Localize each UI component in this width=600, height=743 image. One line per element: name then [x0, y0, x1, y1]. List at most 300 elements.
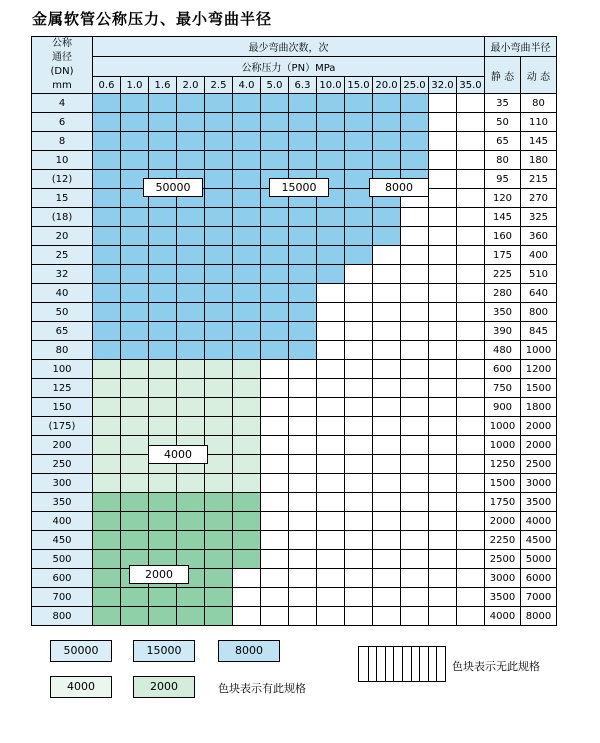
spec-cell	[457, 132, 485, 151]
spec-cell	[149, 113, 177, 132]
spec-cell	[261, 455, 289, 474]
dn-header-line-1: 公称	[52, 38, 72, 49]
spec-cell	[121, 531, 149, 550]
spec-cell	[177, 360, 205, 379]
dynamic-radius-value: 145	[521, 132, 557, 151]
table-row	[32, 493, 557, 512]
static-radius-value: 2000	[485, 512, 521, 531]
spec-cell	[233, 493, 261, 512]
spec-cell	[205, 151, 233, 170]
dn-value: 250	[32, 455, 93, 474]
spec-cell	[429, 265, 457, 284]
spec-cell	[289, 227, 317, 246]
spec-cell	[177, 208, 205, 227]
spec-cell	[205, 227, 233, 246]
spec-cell	[317, 246, 345, 265]
spec-cell	[177, 341, 205, 360]
spec-cell	[289, 322, 317, 341]
dynamic-radius-value: 180	[521, 151, 557, 170]
spec-cell	[429, 132, 457, 151]
spec-cell	[233, 265, 261, 284]
spec-cell	[261, 379, 289, 398]
spec-cell	[149, 303, 177, 322]
spec-cell	[429, 322, 457, 341]
static-radius-value: 1000	[485, 436, 521, 455]
dn-value: 450	[32, 531, 93, 550]
spec-cell	[205, 550, 233, 569]
spec-cell	[429, 284, 457, 303]
spec-cell	[93, 531, 121, 550]
spec-cell	[261, 436, 289, 455]
spec-cell	[149, 588, 177, 607]
spec-cell	[205, 455, 233, 474]
spec-cell	[317, 512, 345, 531]
dn-header-line-4: mm	[52, 80, 72, 91]
spec-cell	[261, 208, 289, 227]
pn-column-header: 6.3	[289, 77, 317, 94]
spec-cell	[261, 265, 289, 284]
dn-value: (18)	[32, 208, 93, 227]
spec-cell	[261, 588, 289, 607]
spec-cell	[345, 322, 373, 341]
spec-cell	[177, 94, 205, 113]
static-radius-value: 1500	[485, 474, 521, 493]
dn-value: 25	[32, 246, 93, 265]
spec-cell	[373, 246, 401, 265]
spec-cell	[289, 113, 317, 132]
spec-cell	[457, 436, 485, 455]
spec-cell	[317, 417, 345, 436]
spec-cell	[429, 189, 457, 208]
spec-cell	[261, 360, 289, 379]
spec-cell	[93, 569, 121, 588]
dynamic-radius-value: 1200	[521, 360, 557, 379]
spec-cell	[317, 436, 345, 455]
spec-cell	[233, 398, 261, 417]
spec-cell	[429, 398, 457, 417]
dn-value: 600	[32, 569, 93, 588]
spec-cell	[121, 265, 149, 284]
static-radius-value: 175	[485, 246, 521, 265]
spec-cell	[261, 322, 289, 341]
spec-cell	[149, 417, 177, 436]
spec-cell	[261, 550, 289, 569]
spec-cell	[177, 265, 205, 284]
static-radius-value: 350	[485, 303, 521, 322]
spec-cell	[373, 227, 401, 246]
spec-cell	[457, 417, 485, 436]
dynamic-radius-value: 270	[521, 189, 557, 208]
dynamic-radius-value: 5000	[521, 550, 557, 569]
spec-cell	[289, 360, 317, 379]
pn-column-header: 15.0	[345, 77, 373, 94]
dn-header-line-2: 通径	[52, 52, 72, 63]
spec-cell	[401, 113, 429, 132]
spec-cell	[121, 94, 149, 113]
spec-cell	[373, 284, 401, 303]
spec-cell	[149, 512, 177, 531]
pn-column-header: 10.0	[317, 77, 345, 94]
table-row	[32, 398, 557, 417]
spec-cell	[317, 227, 345, 246]
dn-value: 10	[32, 151, 93, 170]
table-row	[32, 113, 557, 132]
spec-cell	[429, 151, 457, 170]
static-radius-value: 95	[485, 170, 521, 189]
spec-cell	[93, 170, 121, 189]
spec-cell	[177, 474, 205, 493]
spec-cell	[93, 227, 121, 246]
table-row	[32, 227, 557, 246]
legend-box-8000: 8000	[218, 640, 280, 662]
spec-cell	[149, 151, 177, 170]
spec-cell	[205, 360, 233, 379]
spec-cell	[149, 284, 177, 303]
table-row	[32, 607, 557, 626]
spec-cell	[93, 246, 121, 265]
spec-cell	[317, 265, 345, 284]
spec-cell	[205, 303, 233, 322]
static-radius-value: 50	[485, 113, 521, 132]
spec-cell	[121, 607, 149, 626]
spec-cell	[401, 341, 429, 360]
spec-cell	[121, 398, 149, 417]
spec-cell	[429, 208, 457, 227]
dn-value: 32	[32, 265, 93, 284]
spec-cell	[149, 227, 177, 246]
spec-cell	[401, 322, 429, 341]
table-row	[32, 474, 557, 493]
spec-cell	[373, 322, 401, 341]
dynamic-radius-value: 6000	[521, 569, 557, 588]
static-radius-value: 3000	[485, 569, 521, 588]
spec-cell	[93, 379, 121, 398]
spec-cell	[401, 588, 429, 607]
spec-cell	[93, 436, 121, 455]
spec-cell	[457, 455, 485, 474]
spec-cell	[93, 607, 121, 626]
spec-cell	[177, 512, 205, 531]
table-row	[32, 531, 557, 550]
spec-cell	[317, 303, 345, 322]
spec-cell	[457, 341, 485, 360]
spec-cell	[429, 436, 457, 455]
spec-cell	[317, 379, 345, 398]
dn-value: 300	[32, 474, 93, 493]
legend-box-4000: 4000	[50, 676, 112, 698]
spec-cell	[261, 303, 289, 322]
spec-cell	[289, 303, 317, 322]
spec-cell	[401, 493, 429, 512]
spec-cell	[373, 398, 401, 417]
spec-cell	[205, 208, 233, 227]
spec-cell	[317, 284, 345, 303]
spec-cell	[345, 360, 373, 379]
spec-cell	[233, 607, 261, 626]
spec-cell	[233, 227, 261, 246]
static-radius-value: 120	[485, 189, 521, 208]
spec-cell	[177, 132, 205, 151]
static-radius-value: 280	[485, 284, 521, 303]
dynamic-radius-value: 1500	[521, 379, 557, 398]
spec-cell	[233, 474, 261, 493]
spec-cell	[177, 151, 205, 170]
spec-cell	[289, 246, 317, 265]
spec-cell	[345, 113, 373, 132]
spec-cell	[233, 436, 261, 455]
spec-cell	[233, 246, 261, 265]
table-row	[32, 151, 557, 170]
spec-cell	[261, 512, 289, 531]
spec-cell	[121, 493, 149, 512]
dynamic-radius-value: 3000	[521, 474, 557, 493]
dn-value: (12)	[32, 170, 93, 189]
static-radius-value: 1750	[485, 493, 521, 512]
spec-cell	[401, 246, 429, 265]
spec-cell	[233, 284, 261, 303]
dn-value: 400	[32, 512, 93, 531]
spec-cell	[149, 322, 177, 341]
spec-cell	[205, 474, 233, 493]
spec-cell	[261, 398, 289, 417]
spec-cell	[261, 417, 289, 436]
spec-cell	[261, 569, 289, 588]
table-row	[32, 379, 557, 398]
spec-cell	[121, 436, 149, 455]
dn-value: 125	[32, 379, 93, 398]
table-row	[32, 303, 557, 322]
spec-cell	[317, 208, 345, 227]
table-row	[32, 455, 557, 474]
static-radius-value: 35	[485, 94, 521, 113]
spec-cell	[345, 436, 373, 455]
spec-cell	[289, 512, 317, 531]
spec-cell	[289, 132, 317, 151]
spec-cell	[317, 94, 345, 113]
spec-cell	[345, 455, 373, 474]
spec-table	[31, 36, 557, 626]
spec-cell	[205, 322, 233, 341]
dynamic-radius-value: 400	[521, 246, 557, 265]
pn-column-header: 1.0	[121, 77, 149, 94]
spec-cell	[457, 208, 485, 227]
spec-cell	[121, 322, 149, 341]
spec-cell	[317, 493, 345, 512]
spec-cell	[373, 436, 401, 455]
spec-cell	[149, 246, 177, 265]
spec-cell	[373, 588, 401, 607]
spec-cell	[289, 588, 317, 607]
spec-cell	[345, 303, 373, 322]
spec-cell	[373, 341, 401, 360]
spec-cell	[233, 322, 261, 341]
spec-cell	[149, 94, 177, 113]
spec-cell	[345, 531, 373, 550]
pn-header: 公称压力（PN）MPa	[93, 57, 485, 77]
spec-cell	[93, 265, 121, 284]
spec-cell	[205, 417, 233, 436]
spec-cell	[457, 322, 485, 341]
dynamic-radius-value: 2000	[521, 417, 557, 436]
spec-cell	[457, 569, 485, 588]
spec-cell	[177, 303, 205, 322]
static-radius-value: 1000	[485, 417, 521, 436]
bend-radius-header: 最小弯曲半径	[485, 37, 557, 57]
static-radius-value: 900	[485, 398, 521, 417]
spec-cell	[233, 170, 261, 189]
spec-cell	[121, 284, 149, 303]
spec-cell	[317, 398, 345, 417]
dynamic-radius-value: 325	[521, 208, 557, 227]
spec-cell	[345, 588, 373, 607]
spec-cell	[317, 531, 345, 550]
static-radius-value: 160	[485, 227, 521, 246]
spec-cell	[373, 474, 401, 493]
spec-cell	[317, 455, 345, 474]
spec-cell	[177, 246, 205, 265]
spec-cell	[205, 132, 233, 151]
spec-cell	[93, 550, 121, 569]
spec-cell	[401, 569, 429, 588]
static-radius-value: 65	[485, 132, 521, 151]
spec-cell	[233, 208, 261, 227]
spec-cell	[93, 284, 121, 303]
pn-column-header: 1.6	[149, 77, 177, 94]
spec-cell	[121, 455, 149, 474]
spec-cell	[121, 379, 149, 398]
legend-color-note: 色块表示有此规格	[218, 682, 306, 695]
spec-cell	[345, 246, 373, 265]
spec-cell	[121, 246, 149, 265]
spec-cell	[205, 512, 233, 531]
spec-cell	[93, 493, 121, 512]
spec-cell	[373, 417, 401, 436]
spec-cell	[401, 265, 429, 284]
legend-box-15000: 15000	[133, 640, 195, 662]
spec-cell	[289, 208, 317, 227]
spec-cell	[457, 189, 485, 208]
static-radius-value: 390	[485, 322, 521, 341]
spec-cell	[429, 379, 457, 398]
spec-cell	[93, 417, 121, 436]
static-radius-value: 480	[485, 341, 521, 360]
spec-cell	[289, 151, 317, 170]
spec-cell	[457, 607, 485, 626]
spec-cell	[149, 493, 177, 512]
spec-cell	[401, 417, 429, 436]
dn-value: 200	[32, 436, 93, 455]
spec-cell	[177, 227, 205, 246]
spec-cell	[457, 151, 485, 170]
spec-cell	[205, 436, 233, 455]
spec-cell	[233, 132, 261, 151]
spec-cell	[429, 170, 457, 189]
spec-cell	[149, 132, 177, 151]
spec-cell	[345, 550, 373, 569]
spec-cell	[205, 170, 233, 189]
spec-cell	[205, 379, 233, 398]
spec-cell	[177, 417, 205, 436]
dynamic-radius-value: 3500	[521, 493, 557, 512]
inline-spec-tag: 2000	[129, 565, 189, 584]
dn-value: 40	[32, 284, 93, 303]
table-row	[32, 94, 557, 113]
dn-value: 6	[32, 113, 93, 132]
spec-cell	[121, 227, 149, 246]
spec-cell	[233, 94, 261, 113]
spec-cell	[289, 531, 317, 550]
spec-cell	[261, 493, 289, 512]
spec-cell	[429, 512, 457, 531]
spec-cell	[457, 512, 485, 531]
spec-cell	[121, 360, 149, 379]
spec-cell	[261, 246, 289, 265]
spec-cell	[317, 113, 345, 132]
table-row	[32, 512, 557, 531]
spec-cell	[121, 474, 149, 493]
spec-cell	[261, 132, 289, 151]
table-row	[32, 265, 557, 284]
spec-cell	[317, 550, 345, 569]
table-body	[32, 94, 557, 626]
spec-cell	[401, 284, 429, 303]
spec-cell	[289, 550, 317, 569]
table-row	[32, 341, 557, 360]
static-radius-value: 750	[485, 379, 521, 398]
pn-column-header: 4.0	[233, 77, 261, 94]
spec-cell	[177, 398, 205, 417]
spec-cell	[149, 398, 177, 417]
spec-cell	[401, 227, 429, 246]
spec-cell	[457, 531, 485, 550]
table-head	[32, 37, 557, 94]
legend	[0, 636, 600, 726]
spec-cell	[373, 151, 401, 170]
spec-cell	[401, 436, 429, 455]
spec-cell	[401, 303, 429, 322]
spec-cell	[345, 512, 373, 531]
header-row-2	[32, 57, 557, 77]
legend-striped-swatch	[358, 646, 446, 682]
static-radius-value: 145	[485, 208, 521, 227]
spec-cell	[233, 360, 261, 379]
spec-cell	[457, 550, 485, 569]
dn-value: 20	[32, 227, 93, 246]
spec-cell	[457, 246, 485, 265]
spec-cell	[373, 360, 401, 379]
table-row	[32, 360, 557, 379]
spec-cell	[177, 607, 205, 626]
spec-cell	[205, 607, 233, 626]
spec-cell	[233, 379, 261, 398]
spec-cell	[401, 151, 429, 170]
spec-cell	[289, 417, 317, 436]
spec-cell	[233, 588, 261, 607]
header-row-1	[32, 37, 557, 57]
spec-cell	[429, 360, 457, 379]
spec-cell	[317, 569, 345, 588]
spec-cell	[373, 569, 401, 588]
inline-spec-tag: 8000	[369, 178, 429, 197]
spec-cell	[429, 550, 457, 569]
spec-cell	[93, 341, 121, 360]
spec-cell	[429, 417, 457, 436]
spec-cell	[121, 151, 149, 170]
dynamic-radius-value: 510	[521, 265, 557, 284]
spec-cell	[289, 607, 317, 626]
spec-cell	[93, 151, 121, 170]
spec-cell	[121, 132, 149, 151]
